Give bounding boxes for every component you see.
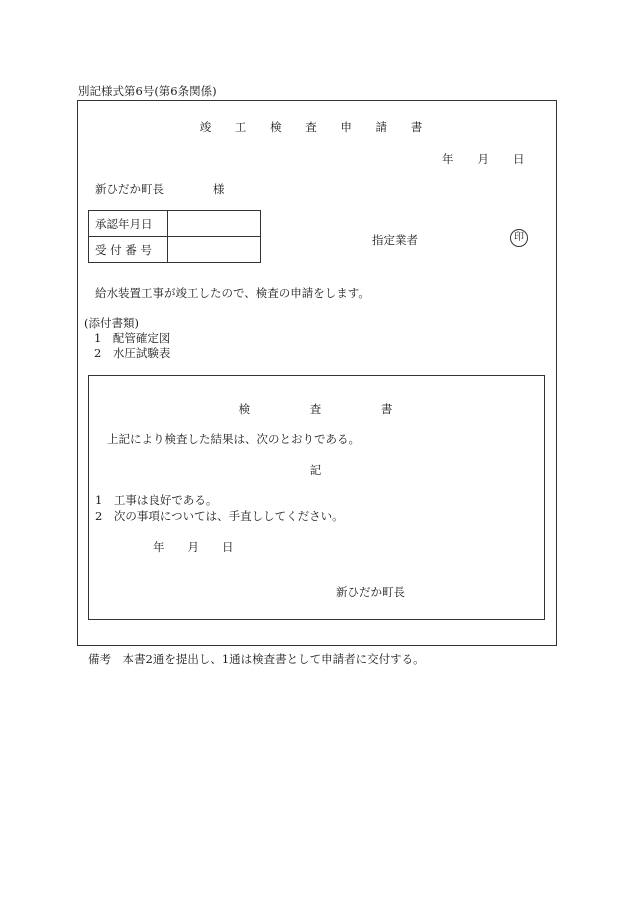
contractor-label: 指定業者 <box>372 233 418 247</box>
document-title: 竣 工 検 査 申 請 書 <box>199 120 433 134</box>
recipient-honorific: 様 <box>213 182 225 196</box>
receipt-number-value[interactable] <box>168 237 261 263</box>
approval-date-label: 承認年月日 <box>89 211 168 237</box>
date-month: 月 <box>477 152 489 166</box>
remarks-note: 備考 本書2通を提出し、1通は検査書として申請者に交付する。 <box>88 652 425 666</box>
receipt-number-label: 受 付 番 号 <box>89 237 168 263</box>
inspection-item: 1 工事は良好である。 <box>95 493 218 507</box>
approval-date-value[interactable] <box>168 211 261 237</box>
date-year: 年 <box>442 152 454 166</box>
ki-heading: 記 <box>309 463 322 477</box>
request-statement: 給水装置工事が竣工したので、検査の申請をします。 <box>95 286 370 300</box>
seal-mark: 印 <box>510 229 528 247</box>
table-row <box>89 237 261 263</box>
date-day: 日 <box>513 152 525 166</box>
table-row <box>89 211 261 237</box>
recipient-name: 新ひだか町長 <box>95 182 164 196</box>
attachment-item: 2 水圧試験表 <box>94 346 171 360</box>
application-date <box>442 151 525 167</box>
inspection-item: 2 次の事項については、手直ししてください。 <box>95 509 344 523</box>
inspection-signatory: 新ひだか町長 <box>336 585 405 599</box>
approval-table <box>88 210 261 263</box>
attachments-heading: (添付書類) <box>84 316 139 330</box>
inspection-title: 検 査 書 <box>238 402 421 416</box>
inspection-date: 年 月 日 <box>153 540 234 554</box>
inspection-result-text: 上記により検査した結果は、次のとおりである。 <box>107 432 360 446</box>
attachment-item: 1 配管確定図 <box>94 331 171 345</box>
form-number-label: 別記様式第6号(第6条関係) <box>78 84 217 98</box>
